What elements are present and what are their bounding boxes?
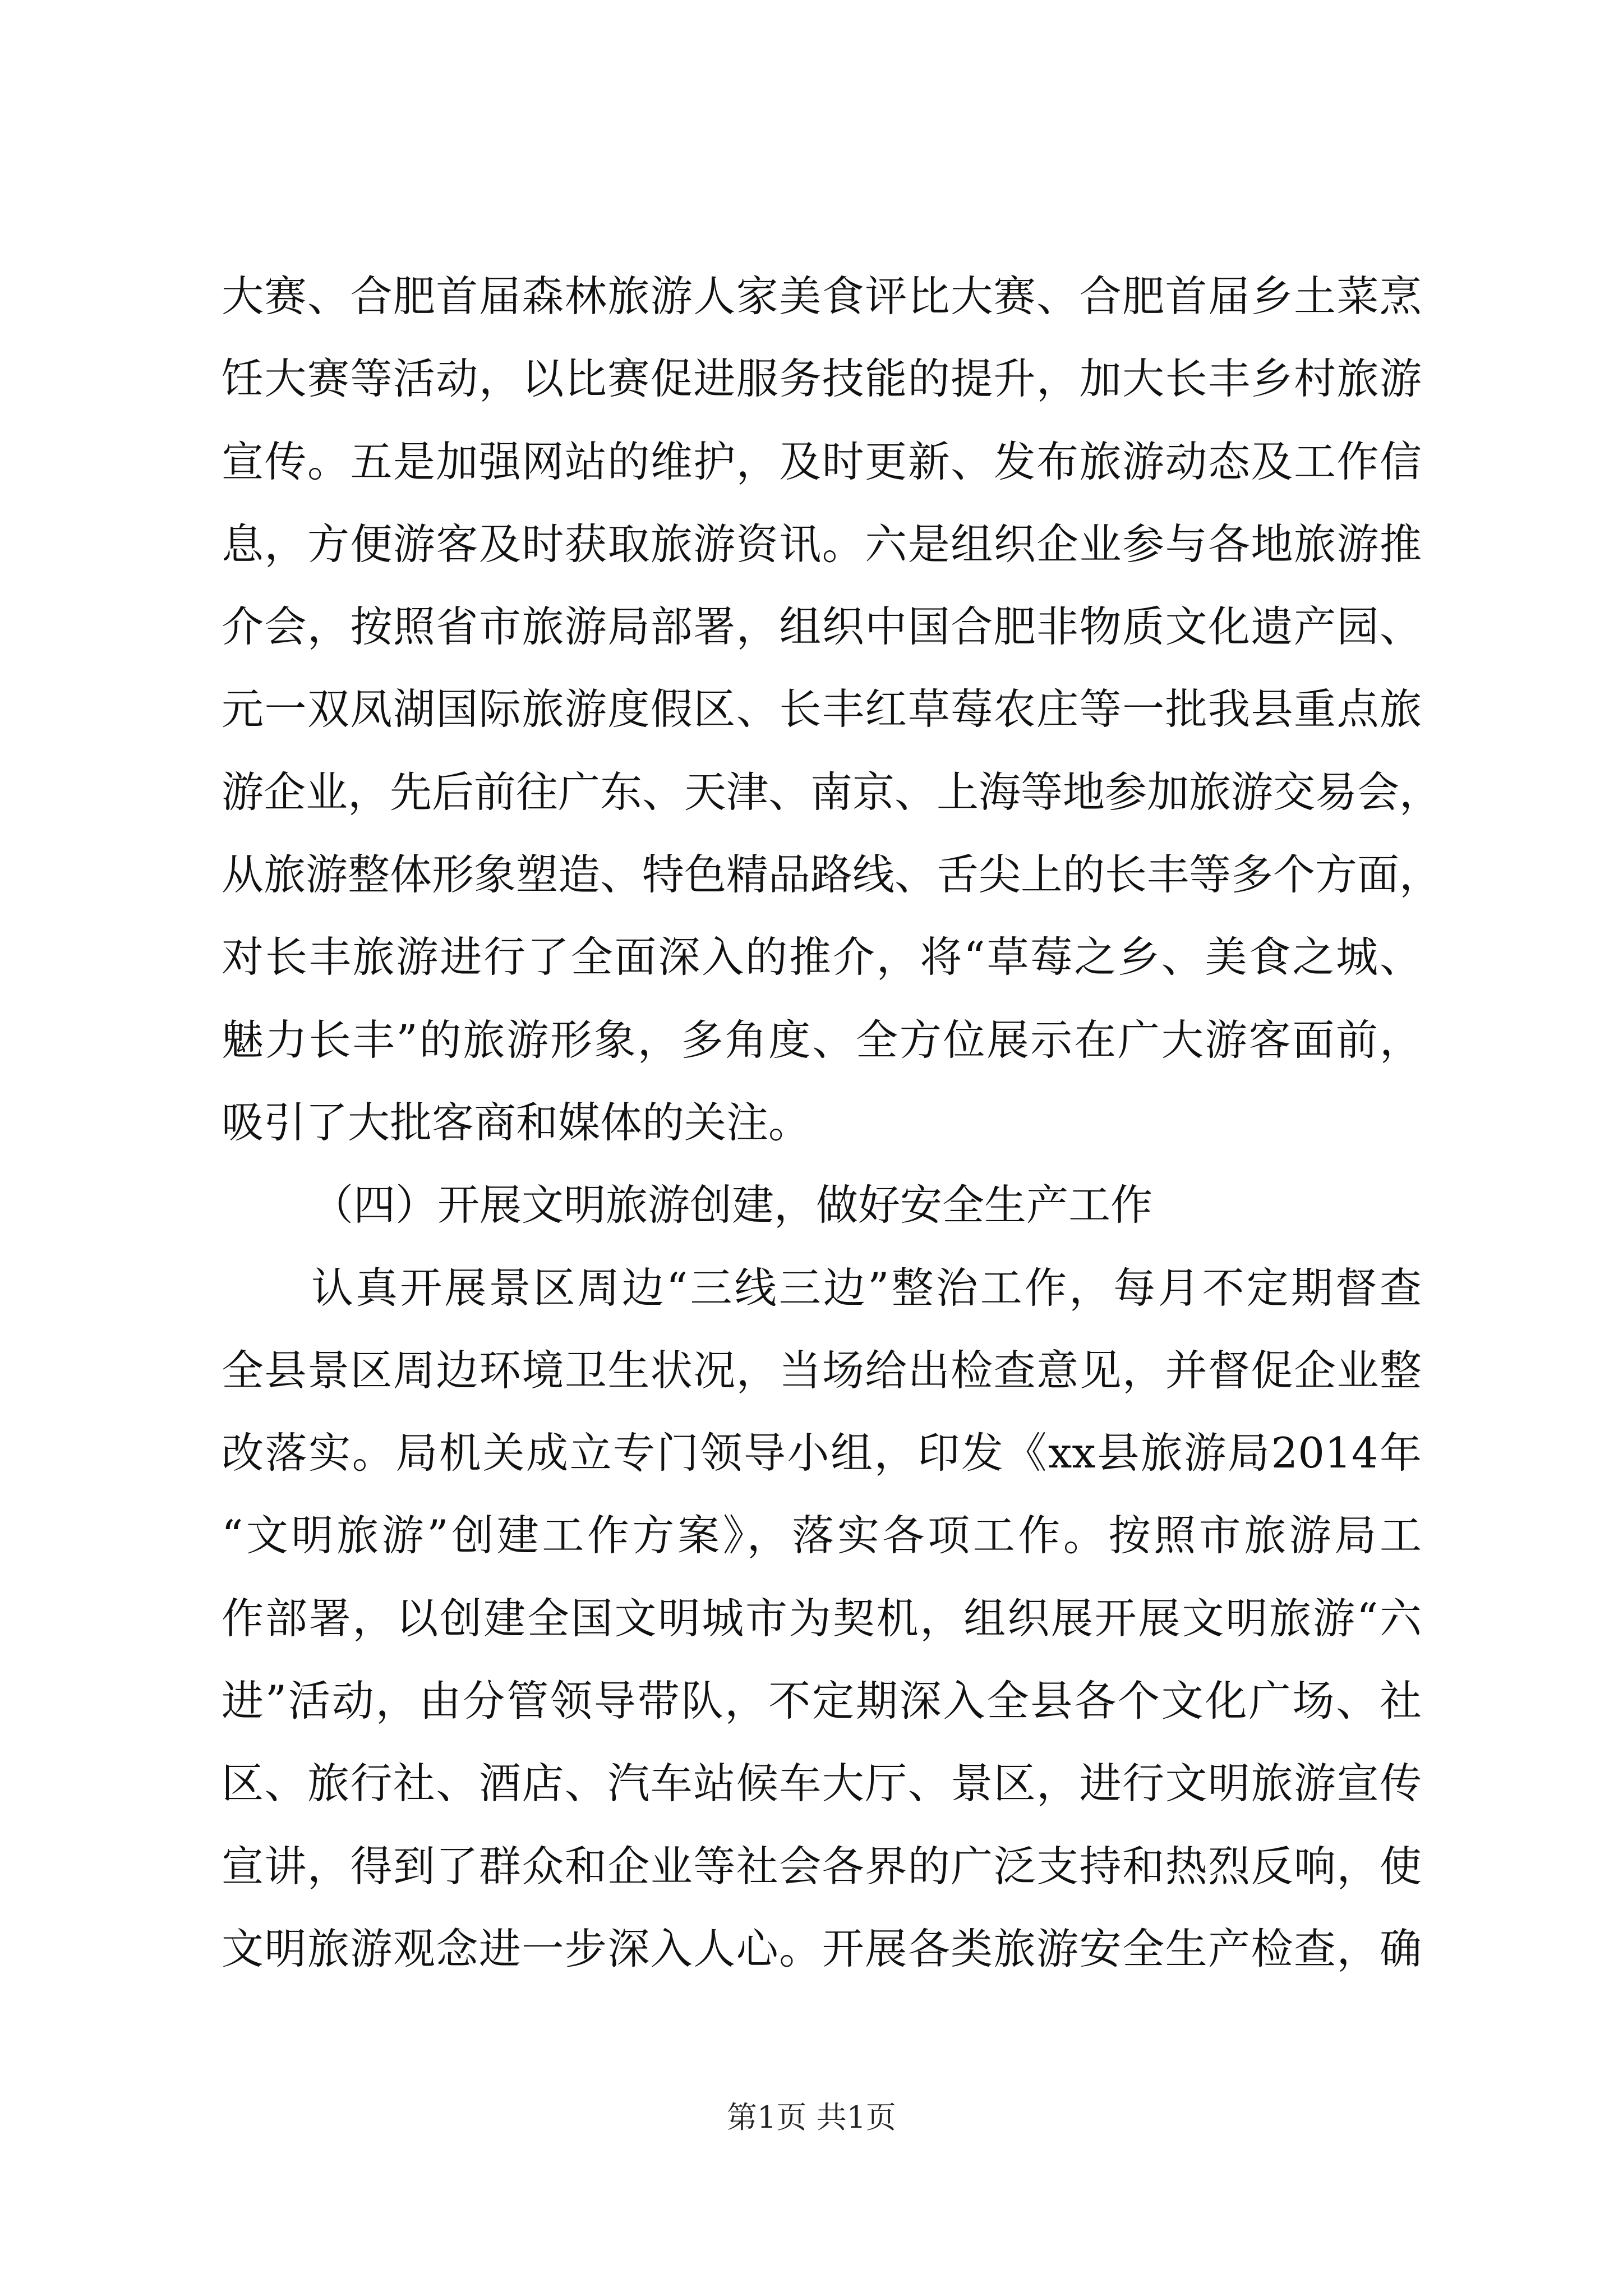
text-line: 宣传。五是加强网站的维护，及时更新、发布旅游动态及工作信 [222, 436, 1422, 486]
text-line: 息，方便游客及时获取旅游资讯。六是组织企业参与各地旅游推 [222, 519, 1422, 569]
text-line: “文明旅游”创建工作方案》，落实各项工作。按照市旅游局工 [222, 1511, 1422, 1561]
text-line: 吸引了大批客商和媒体的关注。 [222, 1097, 811, 1147]
text-line: 游企业，先后前往广东、天津、南京、上海等地参加旅游交易会， [222, 767, 1442, 817]
text-line: 魅力长丰”的旅游形象，多角度、全方位展示在广大游客面前， [222, 1015, 1422, 1065]
text-line: 从旅游整体形象塑造、特色精品路线、舌尖上的长丰等多个方面， [222, 850, 1442, 900]
text-line: 进”活动，由分管领导带队，不定期深入全县各个文化广场、社 [222, 1676, 1422, 1726]
text-line: 大赛、合肥首届森林旅游人家美食评比大赛、合肥首届乡土菜烹 [222, 272, 1422, 321]
text-line: 区、旅行社、酒店、汽车站候车大厅、景区，进行文明旅游宣传 [222, 1759, 1422, 1809]
text-line: 对长丰旅游进行了全面深入的推介，将“草莓之乡、美食之城、 [222, 932, 1422, 982]
text-line: 作部署，以创建全国文明城市为契机，组织展开展文明旅游“六 [222, 1593, 1422, 1643]
text-line: 文明旅游观念进一步深入人心。开展各类旅游安全生产检查，确 [222, 1924, 1422, 1973]
text-line: 全县景区周边环境卫生状况，当场给出检查意见，并督促企业整 [222, 1345, 1422, 1395]
text-line: 介会，按照省市旅游局部署，组织中国合肥非物质文化遗产园、 [222, 602, 1422, 652]
text-line: 元一双凤湖国际旅游度假区、长丰红草莓农庄等一批我县重点旅 [222, 684, 1422, 734]
page-footer: 第1页 共1页 [727, 2100, 896, 2135]
text-line: 宣讲，得到了群众和企业等社会各界的广泛支持和热烈反响，使 [222, 1841, 1422, 1891]
text-line: 认真开展景区周边“三线三边”整治工作，每月不定期督查 [311, 1263, 1422, 1313]
body-text [222, 255, 1442, 1990]
text-line: 饪大赛等活动，以比赛促进服务技能的提升，加大长丰乡村旅游 [222, 354, 1422, 404]
section-heading: （四）开展文明旅游创建，做好安全生产工作 [311, 1180, 1153, 1230]
text-line: 改落实。局机关成立专门领导小组，印发《xx县旅游局2014年 [222, 1428, 1422, 1478]
